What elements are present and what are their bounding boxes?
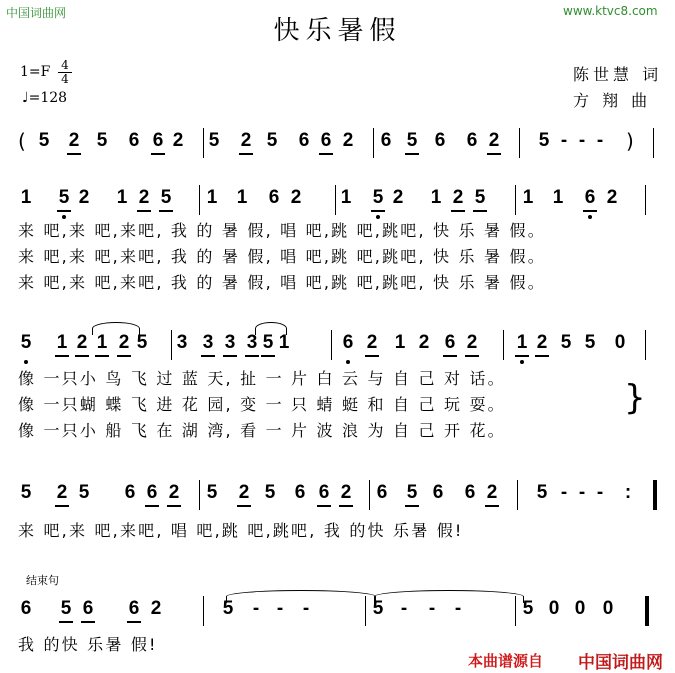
barline <box>199 185 200 215</box>
barline <box>645 185 646 215</box>
watermark-right: www.ktvc8.com <box>563 4 658 18</box>
barline <box>335 185 336 215</box>
footer-source-text: 本曲谱源自 <box>468 652 544 670</box>
note: 3 <box>222 330 238 356</box>
note: 1 <box>430 187 442 208</box>
tie-mark <box>226 590 376 603</box>
verse2-lyric-line: 像 一只小 船 飞 在 湖 湾, 看 一 片 波 浪 为 自 己 开 花。 <box>18 421 506 440</box>
note: 5 <box>372 598 384 619</box>
dash-extension: - <box>276 598 284 619</box>
note: 0 <box>548 598 560 619</box>
slur-mark <box>92 322 140 335</box>
barline <box>503 330 504 360</box>
dash-extension: - <box>428 598 436 619</box>
key-signature: 1=F <box>20 64 51 80</box>
note: 2 <box>392 187 404 208</box>
barline <box>199 480 200 510</box>
note: 2 <box>364 330 380 356</box>
note: 3 <box>200 330 216 356</box>
note: 6 <box>80 596 96 622</box>
note: 5 <box>522 598 534 619</box>
note: 6 <box>20 598 32 619</box>
note: 5 <box>56 185 72 211</box>
time-signature-top: 4 <box>61 58 69 72</box>
time-signature-bottom: 4 <box>58 72 72 86</box>
note: 2 <box>486 128 502 154</box>
note: 6 <box>124 482 136 503</box>
note: 5 <box>96 130 108 151</box>
note: 6 <box>128 130 140 151</box>
note: 5 <box>472 185 488 211</box>
note: 5 <box>264 482 276 503</box>
intro-parenthesis: ( <box>18 129 26 153</box>
barline <box>519 128 520 158</box>
note: 5 <box>404 128 420 154</box>
note: 1 <box>514 330 530 356</box>
note: 6 <box>150 128 166 154</box>
note: 5 <box>266 130 278 151</box>
tie-mark <box>374 590 524 603</box>
ending-lyric-line: 我 的快 乐暑 假! <box>18 635 158 654</box>
note: 3 <box>244 330 260 356</box>
note: 6 <box>582 185 598 211</box>
barline <box>515 185 516 215</box>
notation-row-verse1 <box>18 185 659 213</box>
note: 1 <box>278 332 290 353</box>
note: 5 <box>536 482 548 503</box>
lyricist-credit: 陈世慧 词 <box>573 65 663 84</box>
chorus-lyric-line: 来 吧,来 吧,来吧, 唱 吧,跳 吧,跳吧, 我 的快 乐暑 假! <box>18 521 464 540</box>
verse1-lyric-line: 来 吧,来 吧,来吧, 我 的 暑 假, 唱 吧,跳 吧,跳吧, 快 乐 暑 假。 <box>18 221 546 240</box>
note: 5 <box>206 482 218 503</box>
note: 2 <box>66 128 82 154</box>
barline <box>203 128 204 158</box>
note: 6 <box>380 130 392 151</box>
note: 2 <box>74 330 90 356</box>
note: 1 <box>206 187 218 208</box>
note: 6 <box>466 130 478 151</box>
note: 2 <box>238 128 254 154</box>
note: 2 <box>606 187 618 208</box>
note: 6 <box>434 130 446 151</box>
note: 3 <box>176 332 188 353</box>
dash-extension: - <box>560 482 568 503</box>
note: 2 <box>136 185 152 211</box>
verse1-lyric-line: 来 吧,来 吧,来吧, 我 的 暑 假, 唱 吧,跳 吧,跳吧, 快 乐 暑 假。 <box>18 273 546 292</box>
note: 6 <box>464 482 476 503</box>
note: 0 <box>602 598 614 619</box>
barline <box>369 480 370 510</box>
note: 6 <box>144 480 160 506</box>
dash-extension: - <box>302 598 310 619</box>
final-barline <box>645 596 649 626</box>
dash-extension: - <box>578 482 586 503</box>
note: 2 <box>172 130 184 151</box>
intro-parenthesis: ) <box>626 129 634 153</box>
note: 1 <box>236 187 248 208</box>
note: 1 <box>552 187 564 208</box>
slur-mark <box>255 322 287 335</box>
note: 5 <box>404 480 420 506</box>
note: 5 <box>222 598 234 619</box>
note: 5 <box>260 330 276 356</box>
note: 6 <box>340 330 356 356</box>
dash-extension: - <box>252 598 260 619</box>
note: 2 <box>484 480 500 506</box>
note: 6 <box>126 596 142 622</box>
note: 5 <box>18 330 34 356</box>
note: 6 <box>316 480 332 506</box>
song-title: 快乐暑假 <box>273 16 402 46</box>
note: 5 <box>158 185 174 211</box>
dash-extension: - <box>454 598 462 619</box>
verse2-lyric-line: 像 一只蝴 蝶 飞 进 花 园, 变 一 只 蜻 蜓 和 自 己 玩 耍。 <box>18 395 506 414</box>
note: 1 <box>522 187 534 208</box>
note: 6 <box>268 187 280 208</box>
note: 6 <box>376 482 388 503</box>
note: 5 <box>538 130 550 151</box>
note: 5 <box>136 332 148 353</box>
note: 5 <box>20 482 32 503</box>
note: 5 <box>584 332 596 353</box>
note: 6 <box>294 482 306 503</box>
barline <box>373 128 374 158</box>
time-signature <box>58 59 72 86</box>
note: 2 <box>116 330 132 356</box>
tempo-marking: ♩=128 <box>22 90 68 106</box>
note: 2 <box>342 130 354 151</box>
dash-extension: - <box>560 130 568 151</box>
barline <box>203 596 204 626</box>
note: 5 <box>38 130 50 151</box>
notation-row-chorus <box>18 480 659 508</box>
note: 0 <box>574 598 586 619</box>
note: 6 <box>318 128 334 154</box>
note: 1 <box>394 332 406 353</box>
barline <box>653 128 654 158</box>
dash-extension: - <box>400 598 408 619</box>
note: 2 <box>464 330 480 356</box>
note: 0 <box>614 332 626 353</box>
note: 5 <box>78 482 90 503</box>
note: 2 <box>150 598 162 619</box>
note: 2 <box>418 332 430 353</box>
final-barline <box>653 480 657 510</box>
note: 5 <box>370 185 386 211</box>
note: 6 <box>298 130 310 151</box>
repeat-brace: } <box>624 378 646 418</box>
note: 2 <box>534 330 550 356</box>
ending-label: 结束句 <box>26 574 59 587</box>
note: 2 <box>236 480 252 506</box>
barline <box>331 330 332 360</box>
repeat-sign: : <box>624 482 632 503</box>
note: 6 <box>442 330 458 356</box>
barline <box>645 330 646 360</box>
note: 2 <box>290 187 302 208</box>
dash-extension: - <box>596 482 604 503</box>
barline <box>171 330 172 360</box>
note: 2 <box>54 480 70 506</box>
note: 2 <box>450 185 466 211</box>
verse1-lyric-line: 来 吧,来 吧,来吧, 我 的 暑 假, 唱 吧,跳 吧,跳吧, 快 乐 暑 假。 <box>18 247 546 266</box>
note: 5 <box>560 332 572 353</box>
composer-credit: 方 翔 曲 <box>573 91 652 110</box>
note: 6 <box>432 482 444 503</box>
note: 2 <box>78 187 90 208</box>
notation-row-intro <box>18 128 659 156</box>
watermark-left: 中国词曲网 <box>6 6 67 20</box>
note: 5 <box>58 596 74 622</box>
dash-extension: - <box>596 130 604 151</box>
footer-site-link[interactable]: 中国词曲网 <box>578 653 663 673</box>
note: 1 <box>116 187 128 208</box>
note: 1 <box>94 330 110 356</box>
note: 1 <box>20 187 32 208</box>
barline <box>517 480 518 510</box>
note: 1 <box>340 187 352 208</box>
note: 5 <box>208 130 220 151</box>
dash-extension: - <box>578 130 586 151</box>
verse2-lyric-line: 像 一只小 鸟 飞 过 蓝 天, 扯 一 片 白 云 与 自 己 对 话。 <box>18 369 506 388</box>
note: 2 <box>338 480 354 506</box>
note: 2 <box>166 480 182 506</box>
note: 1 <box>54 330 70 356</box>
